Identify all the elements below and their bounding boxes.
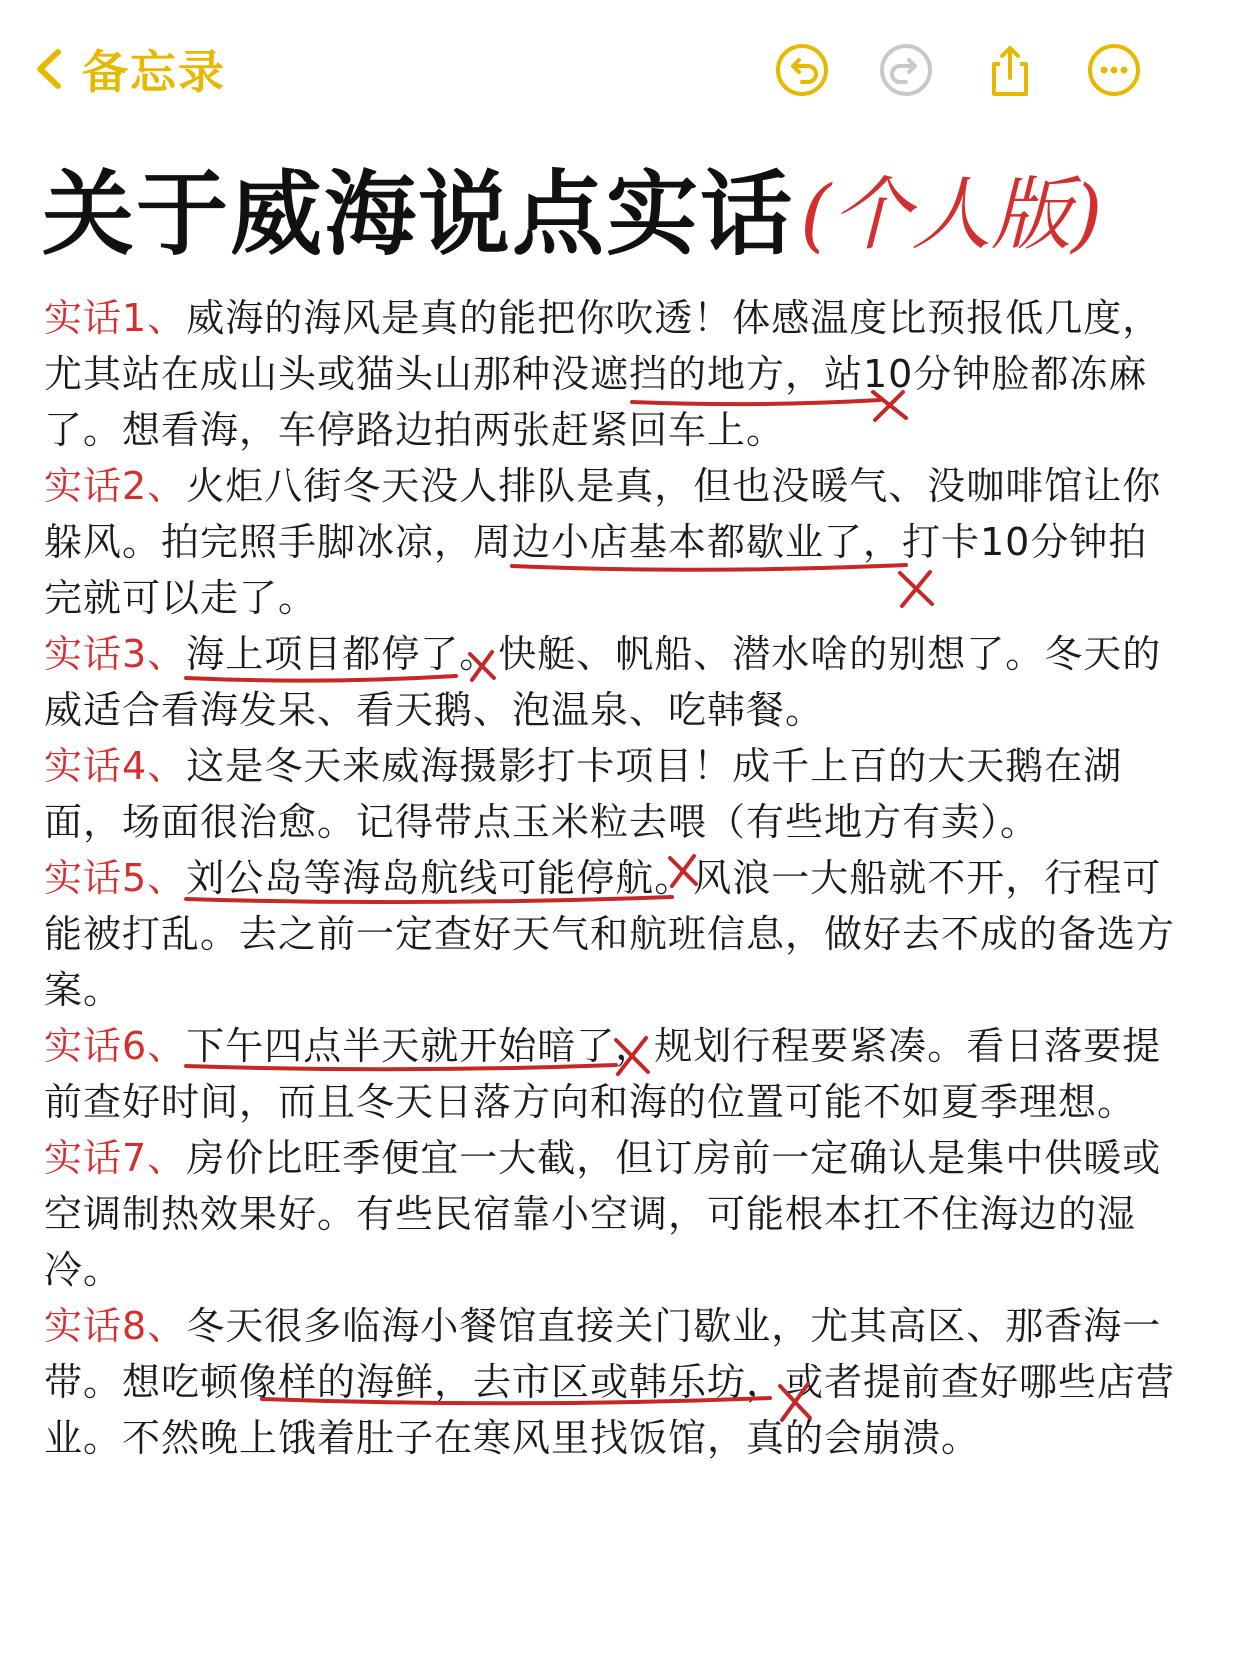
tip-item [44,738,1184,850]
tip-item [44,850,1184,1018]
tip-text: 房价比旺季便宜一大截，但订房前一定确认是集中供暖或空调制热效果好。有些民宿靠小空调，可能根本扛不住海边的湿冷。 [44,1136,1162,1292]
chevron-left-icon [30,44,70,94]
tip-item [44,1018,1184,1130]
nav-bar [0,0,1242,130]
tip-label: 实话7、 [44,1136,187,1180]
undo-icon[interactable] [774,42,830,98]
tip-item [44,1130,1184,1298]
tip-item [44,458,1184,626]
note-title [42,150,1102,270]
tip-label: 实话8、 [44,1304,187,1348]
tip-item [44,1298,1184,1466]
tip-label: 实话3、 [44,632,187,676]
back-button[interactable] [30,36,226,102]
title-main: 关于威海说点实话 [42,161,795,268]
tip-text: 海上项目都停了。快艇、帆船、潜水啥的别想了。冬天的威适合看海发呆、看天鹅、泡温泉、吃韩餐。 [44,632,1162,732]
title-subtitle: (个人版) [800,168,1103,261]
tip-text: 这是冬天来威海摄影打卡项目！成千上百的大天鹅在湖面，场面很治愈。记得带点玉米粒去喂（有些地方有卖）。 [44,744,1123,844]
tip-text: 冬天很多临海小餐馆直接关门歇业，尤其高区、那香海一带。想吃顿像样的海鲜，去市区或韩乐坊，或者提前查好哪些店营业。不然晚上饿着肚子在寒风里找饭馆，真的会崩溃。 [44,1304,1176,1460]
tip-label: 实话2、 [44,464,187,508]
more-icon[interactable] [1086,42,1142,98]
tip-label: 实话5、 [44,856,187,900]
tip-text: 下午四点半天就开始暗了，规划行程要紧凑。看日落要提前查好时间，而且冬天日落方向和海的位置可能不如夏季理想。 [44,1024,1162,1124]
tip-label: 实话1、 [44,296,187,340]
tip-text: 火炬八街冬天没人排队是真，但也没暖气、没咖啡馆让你躲风。拍完照手脚冰凉，周边小店基本都歇业了，打卡10分钟拍完就可以走了。 [44,464,1162,620]
share-icon[interactable] [982,42,1038,98]
tip-text: 威海的海风是真的能把你吹透！体感温度比预报低几度，尤其站在成山头或猫头山那种没遮挡的地方，站10分钟脸都冻麻了。想看海，车停路边拍两张赶紧回车上。 [44,296,1162,452]
back-label: 备忘录 [82,45,226,99]
tip-item [44,626,1184,738]
tip-label: 实话6、 [44,1024,187,1068]
note-body[interactable] [44,290,1184,1466]
redo-icon[interactable] [878,42,934,98]
tip-label: 实话4、 [44,744,187,788]
tip-item [44,290,1184,458]
tip-text: 刘公岛等海岛航线可能停航。风浪一大船就不开，行程可能被打乱。去之前一定查好天气和航班信息，做好去不成的备选方案。 [44,856,1176,1012]
